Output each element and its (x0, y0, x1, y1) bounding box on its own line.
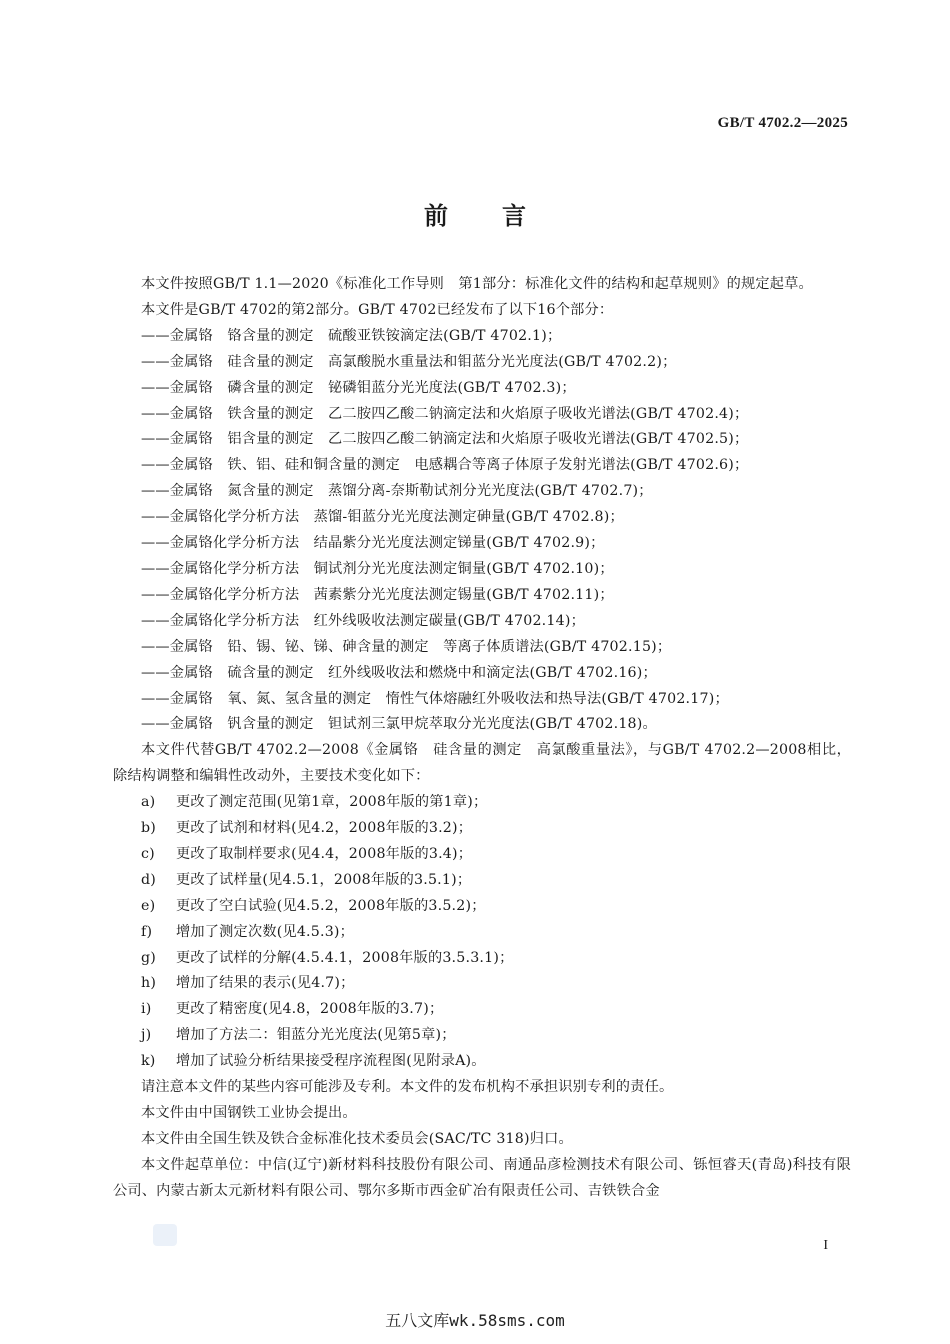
parts-list (113, 324, 851, 739)
change-marker: g) (141, 949, 157, 966)
change-item (113, 946, 851, 972)
change-text: 增加了试验分析结果接受程序流程图(见附录A)。 (176, 1053, 486, 1070)
change-marker: j) (141, 1027, 152, 1044)
change-text: 更改了试剂和材料(见4.2，2008年版的3.2)； (176, 820, 473, 837)
change-item (113, 894, 851, 920)
intro-paragraph: 本文件按照GB/T 1.1—2020《标准化工作导则 第1部分：标准化文件的结构和起草规则》的规定起草。 (141, 276, 813, 292)
part-item: ——金属铬 氮含量的测定 蒸馏分离-奈斯勒试剂分光光度法(GB/T 4702.7)； (141, 483, 653, 500)
part-item: ——金属铬 铁、铝、硅和铜含量的测定 电感耦合等离子体原子发射光谱法(GB/T 4702.6)； (141, 457, 749, 474)
change-text: 增加了方法二：钼蓝分光光度法(见第5章)； (176, 1027, 456, 1044)
replacement-paragraph: 本文件代替GB/T 4702.2—2008《金属铬 硅含量的测定 高氯酸重量法》，与GB/T 4702.2—2008相比，除结构调整和编辑性改动外，主要技术变化如下： (113, 742, 851, 785)
page-number: I (823, 1238, 828, 1253)
part-item: ——金属铬 磷含量的测定 铋磷钼蓝分光光度法(GB/T 4702.3)； (141, 379, 576, 396)
drafters-statement: 本文件起草单位：中信(辽宁)新材料科技股份有限公司、南通品彦检测技术有限公司、铄恒睿天(青岛)科技有限公司、内蒙古新太元新材料有限公司、鄂尔多斯市西金矿冶有限责任公司、吉铁铁合金 (113, 1156, 851, 1199)
part-item: ——金属铬化学分析方法 铜试剂分光光度法测定铜量(GB/T 4702.10)； (141, 560, 614, 577)
proposer-statement: 本文件由中国钢铁工业协会提出。 (141, 1105, 357, 1121)
change-item (113, 997, 851, 1023)
change-marker: c) (141, 845, 155, 862)
part-item: ——金属铬 铅、锡、铋、锑、砷含量的测定 等离子体质谱法(GB/T 4702.15)； (141, 638, 672, 655)
change-marker: b) (141, 820, 157, 837)
change-text: 更改了测定范围(见第1章，2008年版的第1章)； (176, 794, 488, 811)
part-item: ——金属铬化学分析方法 结晶紫分光光度法测定锑量(GB/T 4702.9)； (141, 535, 605, 552)
changes-list (113, 790, 851, 1075)
change-text: 更改了试样量(见4.5.1，2008年版的3.5.1)； (176, 871, 472, 888)
change-text: 更改了空白试验(见4.5.2，2008年版的3.5.2)； (176, 897, 486, 914)
part-item: ——金属铬 铬含量的测定 硫酸亚铁铵滴定法(GB/T 4702.1)； (141, 327, 562, 344)
change-item (113, 1023, 851, 1049)
change-text: 更改了取制样要求(见4.4，2008年版的3.4)； (176, 845, 473, 862)
committee-statement: 本文件由全国生铁及铁合金标准化技术委员会(SAC/TC 318)归口。 (141, 1130, 573, 1147)
change-text: 增加了测定次数(见4.5.3)； (176, 923, 355, 940)
change-text: 更改了试样的分解(4.5.4.1，2008年版的3.5.3.1)； (176, 949, 514, 966)
change-marker: a) (141, 794, 156, 811)
change-item (113, 971, 851, 997)
watermark-logo (153, 1224, 177, 1246)
parts-intro-paragraph: 本文件是GB/T 4702的第2部分。GB/T 4702已经发布了以下16个部分： (141, 301, 614, 318)
part-item: ——金属铬 铁含量的测定 乙二胺四乙酸二钠滴定法和火焰原子吸收光谱法(GB/T 4702.4)； (141, 405, 749, 422)
change-item (113, 816, 851, 842)
title-char-1: 前 (424, 202, 448, 230)
change-item (113, 1049, 851, 1075)
title-char-2: 言 (502, 202, 526, 230)
change-marker: i) (141, 1001, 152, 1018)
part-item: ——金属铬 氧、氮、氢含量的测定 惰性气体熔融红外吸收法和热导法(GB/T 4702.17)； (141, 690, 729, 707)
part-item: ——金属铬 硫含量的测定 红外线吸收法和燃烧中和滴定法(GB/T 4702.16)； (141, 664, 657, 681)
change-item (113, 920, 851, 946)
part-item: ——金属铬化学分析方法 红外线吸收法测定碳量(GB/T 4702.14)； (141, 612, 585, 629)
change-item (113, 868, 851, 894)
page-title (0, 196, 950, 231)
patent-notice: 请注意本文件的某些内容可能涉及专利。本文件的发布机构不承担识别专利的责任。 (141, 1079, 674, 1096)
document-body (113, 272, 851, 1205)
change-item (113, 842, 851, 868)
part-item: ——金属铬 铝含量的测定 乙二胺四乙酸二钠滴定法和火焰原子吸收光谱法(GB/T 4702.5)； (141, 431, 749, 448)
change-marker: f) (141, 923, 153, 940)
standard-code: GB/T 4702.2—2025 (717, 115, 848, 131)
part-item: ——金属铬化学分析方法 蒸馏-钼蓝分光光度法测定砷量(GB/T 4702.8)； (141, 509, 624, 526)
part-item: ——金属铬化学分析方法 茜素紫分光光度法测定锡量(GB/T 4702.11)； (141, 586, 614, 603)
part-item: ——金属铬 钒含量的测定 钽试剂三氯甲烷萃取分光光度法(GB/T 4702.18)。 (141, 716, 657, 733)
change-marker: d) (141, 871, 157, 888)
part-item: ——金属铬 硅含量的测定 高氯酸脱水重量法和钼蓝分光光度法(GB/T 4702.2)； (141, 353, 677, 370)
change-text: 更改了精密度(见4.8，2008年版的3.7)； (176, 1001, 444, 1018)
change-text: 增加了结果的表示(见4.7)； (176, 975, 355, 992)
footer-watermark: 五八文库wk.58sms.com (385, 1311, 565, 1330)
change-marker: e) (141, 897, 156, 914)
change-marker: h) (141, 975, 157, 992)
change-marker: k) (141, 1053, 156, 1070)
change-item (113, 790, 851, 816)
